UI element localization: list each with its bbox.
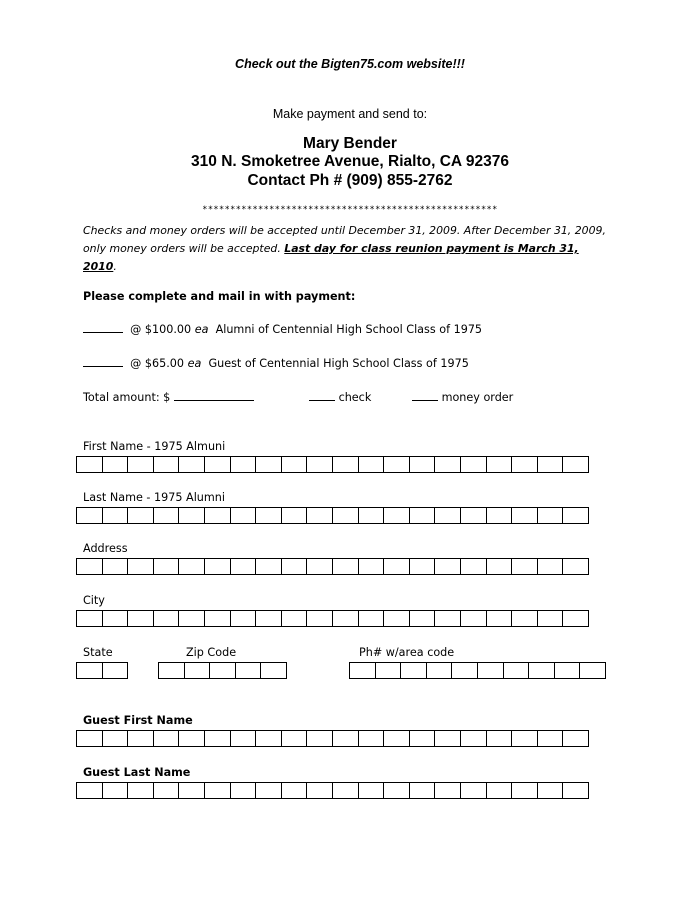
char-box[interactable] [537, 610, 564, 627]
char-box[interactable] [281, 730, 308, 747]
char-box[interactable] [375, 662, 402, 679]
char-box[interactable] [76, 456, 103, 473]
char-box[interactable] [477, 662, 504, 679]
notice-deadline: Last day for class reunion payment is March 31, 2010 [83, 242, 579, 273]
char-box[interactable] [434, 782, 461, 799]
char-box[interactable] [554, 662, 581, 679]
char-box[interactable] [178, 730, 205, 747]
char-box[interactable] [511, 730, 538, 747]
alumni-unit: ea [194, 323, 209, 336]
char-box[interactable] [209, 662, 236, 679]
char-box[interactable] [332, 558, 359, 575]
char-box[interactable] [511, 456, 538, 473]
char-box[interactable] [281, 782, 308, 799]
last-name-label: Last Name - 1975 Alumni [83, 491, 225, 504]
char-box[interactable] [230, 610, 257, 627]
guest-first-name-boxes[interactable] [76, 730, 589, 747]
char-box[interactable] [306, 730, 333, 747]
char-box[interactable] [562, 782, 589, 799]
alumni-description: Alumni of Centennial High School Class of 1975 [215, 323, 483, 336]
payment-notice [83, 222, 613, 276]
char-box[interactable] [358, 507, 385, 524]
char-box[interactable] [460, 782, 487, 799]
char-box[interactable] [562, 456, 589, 473]
char-box[interactable] [230, 730, 257, 747]
char-box[interactable] [537, 782, 564, 799]
char-box[interactable] [562, 730, 589, 747]
char-box[interactable] [503, 662, 530, 679]
char-box[interactable] [511, 782, 538, 799]
char-box[interactable] [102, 456, 129, 473]
char-box[interactable] [153, 610, 180, 627]
guest-last-name-boxes[interactable] [76, 782, 589, 799]
char-box[interactable] [306, 507, 333, 524]
char-box[interactable] [255, 558, 282, 575]
total-amount-blank[interactable] [174, 390, 254, 401]
char-box[interactable] [76, 662, 103, 679]
char-box[interactable] [460, 558, 487, 575]
char-box[interactable] [332, 456, 359, 473]
char-box[interactable] [281, 610, 308, 627]
guest-first-name-label: Guest First Name [83, 714, 193, 727]
char-box[interactable] [230, 456, 257, 473]
char-box[interactable] [537, 456, 564, 473]
state-label: State [83, 646, 113, 659]
char-box[interactable] [178, 507, 205, 524]
alumni-quantity-blank[interactable] [83, 322, 123, 333]
char-box[interactable] [230, 558, 257, 575]
char-box[interactable] [332, 730, 359, 747]
check-label: check [338, 391, 372, 404]
char-box[interactable] [204, 782, 231, 799]
char-box[interactable] [426, 662, 453, 679]
char-box[interactable] [230, 507, 257, 524]
char-box[interactable] [409, 610, 436, 627]
phone-boxes[interactable] [349, 662, 606, 679]
char-box[interactable] [486, 507, 513, 524]
notice-end: . [113, 260, 117, 273]
char-box[interactable] [255, 610, 282, 627]
recipient-contact: Contact Ph # (909) 855-2762 [247, 172, 453, 189]
check-blank[interactable] [309, 390, 335, 401]
char-box[interactable] [460, 610, 487, 627]
char-box[interactable] [158, 662, 185, 679]
char-box[interactable] [178, 610, 205, 627]
char-box[interactable] [230, 782, 257, 799]
zip-boxes[interactable] [158, 662, 287, 679]
char-box[interactable] [204, 610, 231, 627]
char-box[interactable] [434, 730, 461, 747]
char-box[interactable] [204, 507, 231, 524]
char-box[interactable] [434, 558, 461, 575]
address-boxes[interactable] [76, 558, 589, 575]
char-box[interactable] [537, 730, 564, 747]
phone-label: Ph# w/area code [359, 646, 455, 659]
char-box[interactable] [409, 730, 436, 747]
char-box[interactable] [409, 782, 436, 799]
state-boxes[interactable] [76, 662, 128, 679]
char-box[interactable] [511, 507, 538, 524]
notice-text: Checks and money orders will be accepted until December 31, 2009. After December 31, 2009, only money orders will be accepted. [83, 224, 606, 255]
char-box[interactable] [204, 730, 231, 747]
char-box[interactable] [409, 558, 436, 575]
char-box[interactable] [434, 610, 461, 627]
recipient-name: Mary Bender [303, 135, 397, 152]
guest-price: @ $65.00 [130, 357, 185, 370]
char-box[interactable] [178, 782, 205, 799]
recipient-address: 310 N. Smoketree Avenue, Rialto, CA 92376 [191, 153, 509, 170]
char-box[interactable] [102, 610, 129, 627]
char-box[interactable] [127, 456, 154, 473]
char-box[interactable] [204, 558, 231, 575]
char-box[interactable] [358, 782, 385, 799]
char-box[interactable] [562, 558, 589, 575]
char-box[interactable] [486, 610, 513, 627]
separator: ***************************************************** [202, 205, 498, 215]
char-box[interactable] [255, 730, 282, 747]
form-instruction: Please complete and mail in with payment: [83, 290, 356, 303]
website-note: Check out the Bigten75.com website!!! [235, 57, 465, 71]
char-box[interactable] [204, 456, 231, 473]
char-box[interactable] [255, 507, 282, 524]
char-box[interactable] [486, 782, 513, 799]
char-box[interactable] [153, 507, 180, 524]
last-name-boxes[interactable] [76, 507, 589, 524]
char-box[interactable] [332, 610, 359, 627]
char-box[interactable] [528, 662, 555, 679]
char-box[interactable] [102, 507, 129, 524]
char-box[interactable] [306, 782, 333, 799]
guest-description: Guest of Centennial High School Class of 1975 [208, 357, 469, 370]
char-box[interactable] [235, 662, 262, 679]
char-box[interactable] [102, 662, 129, 679]
char-box[interactable] [511, 610, 538, 627]
char-box[interactable] [460, 730, 487, 747]
char-box[interactable] [383, 456, 410, 473]
char-box[interactable] [434, 507, 461, 524]
guest-unit: ea [187, 357, 202, 370]
char-box[interactable] [127, 730, 154, 747]
char-box[interactable] [255, 456, 282, 473]
char-box[interactable] [281, 558, 308, 575]
money-order-blank[interactable] [412, 390, 438, 401]
char-box[interactable] [358, 610, 385, 627]
money-order-label: money order [441, 391, 514, 404]
send-to-label: Make payment and send to: [272, 107, 428, 121]
char-box[interactable] [127, 558, 154, 575]
char-box[interactable] [383, 782, 410, 799]
char-box[interactable] [400, 662, 427, 679]
char-box[interactable] [260, 662, 287, 679]
char-box[interactable] [579, 662, 606, 679]
char-box[interactable] [153, 730, 180, 747]
guest-quantity-blank[interactable] [83, 356, 123, 367]
total-label: Total amount: $ [83, 391, 171, 404]
char-box[interactable] [486, 456, 513, 473]
char-box[interactable] [184, 662, 211, 679]
char-box[interactable] [358, 456, 385, 473]
char-box[interactable] [562, 610, 589, 627]
char-box[interactable] [486, 730, 513, 747]
first-name-label: First Name - 1975 Almuni [83, 440, 226, 453]
char-box[interactable] [409, 507, 436, 524]
char-box[interactable] [358, 730, 385, 747]
guest-last-name-label: Guest Last Name [83, 766, 191, 779]
char-box[interactable] [76, 507, 103, 524]
char-box[interactable] [332, 507, 359, 524]
city-boxes[interactable] [76, 610, 589, 627]
char-box[interactable] [451, 662, 478, 679]
char-box[interactable] [306, 610, 333, 627]
char-box[interactable] [102, 558, 129, 575]
check-option [309, 390, 371, 404]
char-box[interactable] [537, 558, 564, 575]
char-box[interactable] [332, 782, 359, 799]
char-box[interactable] [434, 456, 461, 473]
char-box[interactable] [127, 782, 154, 799]
char-box[interactable] [153, 782, 180, 799]
char-box[interactable] [281, 456, 308, 473]
char-box[interactable] [102, 782, 129, 799]
char-box[interactable] [460, 507, 487, 524]
char-box[interactable] [306, 456, 333, 473]
alumni-line [83, 322, 482, 336]
char-box[interactable] [383, 507, 410, 524]
guest-line [83, 356, 469, 370]
char-box[interactable] [76, 730, 103, 747]
char-box[interactable] [76, 558, 103, 575]
city-label: City [83, 594, 105, 607]
char-box[interactable] [178, 558, 205, 575]
char-box[interactable] [349, 662, 376, 679]
char-box[interactable] [281, 507, 308, 524]
char-box[interactable] [486, 558, 513, 575]
char-box[interactable] [306, 558, 333, 575]
char-box[interactable] [409, 456, 436, 473]
char-box[interactable] [383, 730, 410, 747]
zip-label: Zip Code [186, 646, 237, 659]
char-box[interactable] [255, 782, 282, 799]
char-box[interactable] [383, 610, 410, 627]
char-box[interactable] [562, 507, 589, 524]
char-box[interactable] [102, 730, 129, 747]
char-box[interactable] [153, 456, 180, 473]
char-box[interactable] [537, 507, 564, 524]
alumni-price: @ $100.00 [130, 323, 192, 336]
char-box[interactable] [178, 456, 205, 473]
money-order-option [412, 390, 513, 404]
total-row [83, 390, 254, 404]
char-box[interactable] [358, 558, 385, 575]
char-box[interactable] [127, 610, 154, 627]
char-box[interactable] [76, 610, 103, 627]
char-box[interactable] [460, 456, 487, 473]
address-label: Address [83, 542, 128, 555]
char-box[interactable] [383, 558, 410, 575]
char-box[interactable] [76, 782, 103, 799]
char-box[interactable] [127, 507, 154, 524]
char-box[interactable] [511, 558, 538, 575]
first-name-boxes[interactable] [76, 456, 589, 473]
char-box[interactable] [153, 558, 180, 575]
